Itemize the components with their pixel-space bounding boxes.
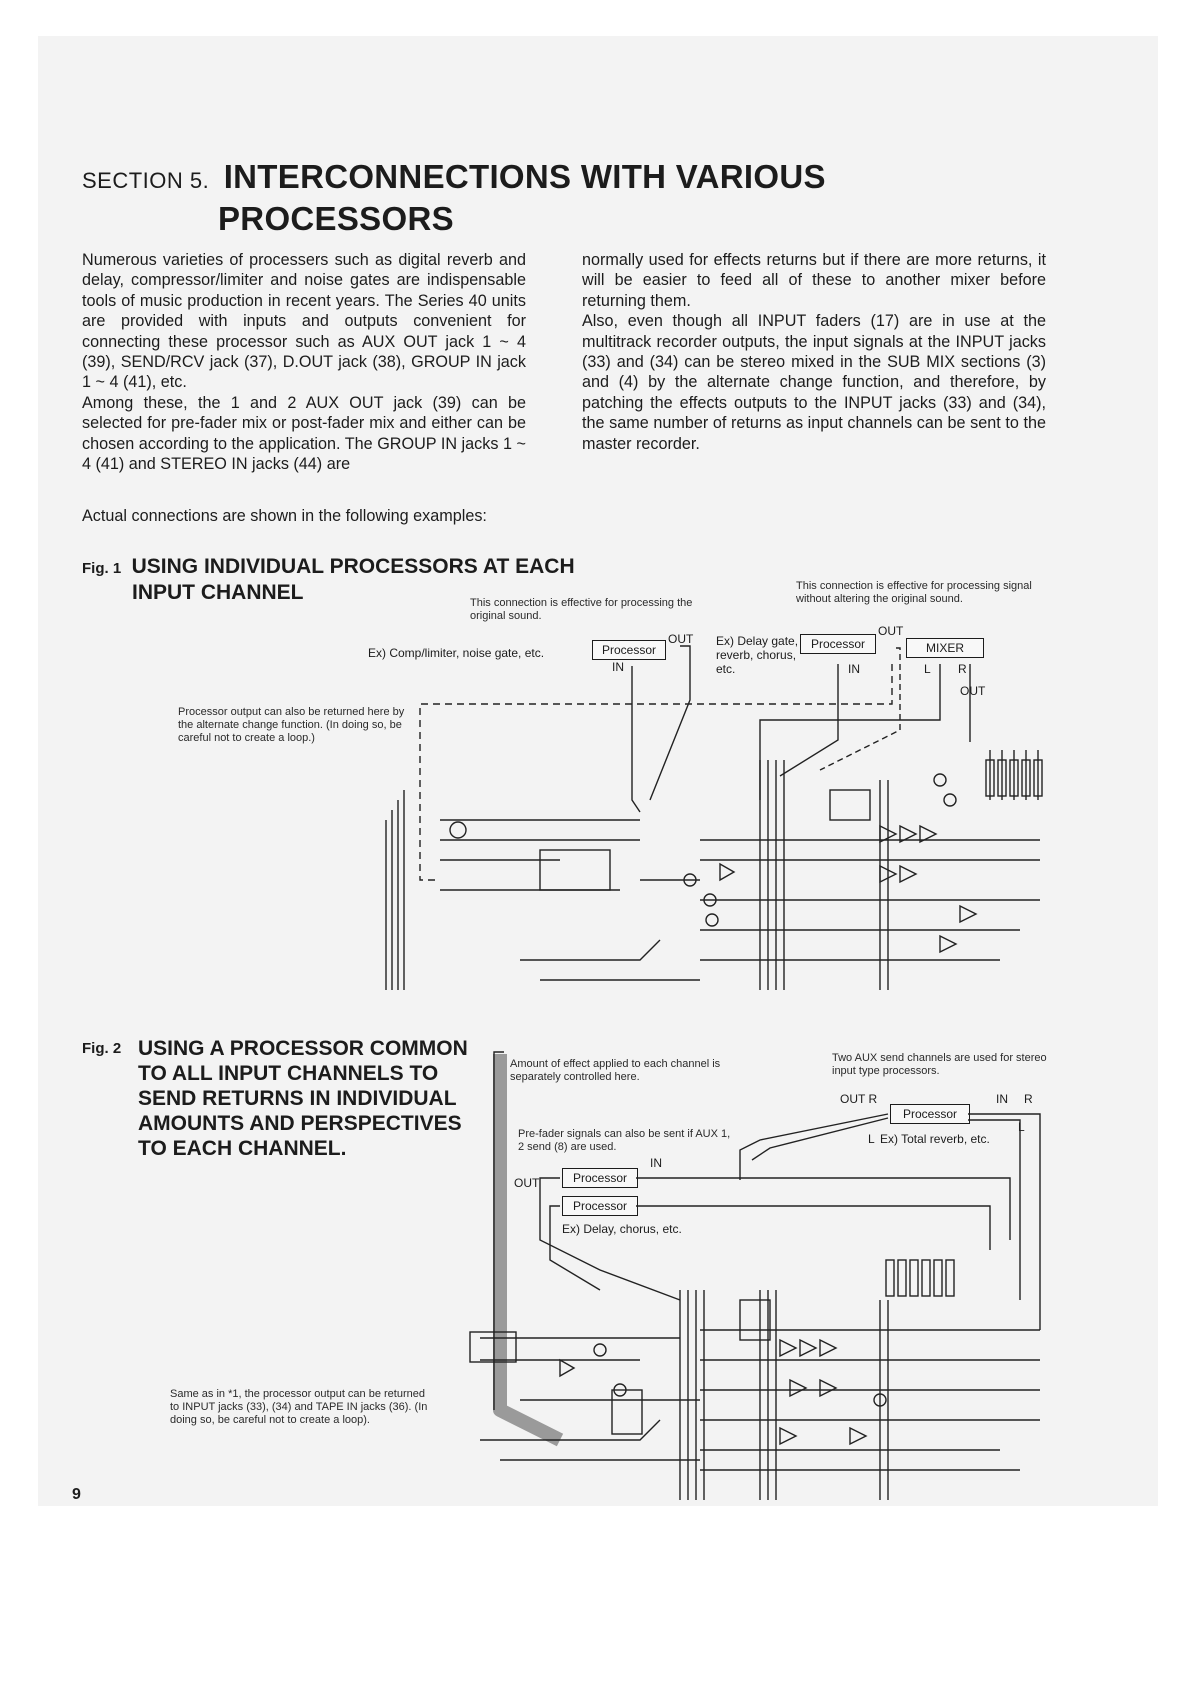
fig1-mixer-box: MIXER	[906, 638, 984, 658]
fig2-note-prefader: Pre-fader signals can also be sent if AUX 1, 2 send (8) are used.	[518, 1128, 731, 1153]
fig1-number: Fig. 1	[82, 560, 122, 577]
body-paragraph: Numerous varieties of processers such as digital reverb and delay, compressor/limiter and noise gates are indispensable tools of music production in recent years. The Series 40 units are provided with inputs and outputs convenient for connecting these processor such as AUX OUT jack 1 ~ 4 (39), SEND/RCV jack (37), D.OUT jack (38), GROUP IN jack 1 ~ 4 (41), etc.	[82, 251, 526, 392]
fig2-note-aux: Two AUX send channels are used for stereo input type processors.	[832, 1052, 1047, 1077]
section-title-line1: INTERCONNECTIONS WITH VARIOUS	[223, 158, 826, 195]
fig2-l-label-out: L	[868, 1132, 875, 1146]
fig2-r-label: R	[1024, 1092, 1033, 1106]
fig2-ex-delay: Ex) Delay, chorus, etc.	[562, 1222, 682, 1236]
fig2-ex-total: Ex) Total reverb, etc.	[880, 1132, 990, 1146]
fig1-in-label-left: IN	[612, 660, 624, 674]
body-paragraph: Among these, the 1 and 2 AUX OUT jack (39) can be selected for pre-fader mix or post-fader mix and either can be chosen according to the application. The GROUP IN jacks 1 ~ 4 (41) and STEREO IN jacks (44) are	[82, 393, 526, 474]
fig1-ex-right: Ex) Delay gate, reverb, chorus, etc.	[716, 634, 799, 676]
body-paragraph: normally used for effects returns but if there are more returns, it will be easier to feed all of these to another mixer before returning them.	[582, 251, 1046, 310]
fig2-note-same: Same as in *1, the processor output can be returned to INPUT jacks (33), (34) and TAPE IN jacks (36). (In doing so, be careful not to create a loop).	[170, 1388, 428, 1426]
fig1-processor-right: Processor	[800, 634, 876, 654]
section-title-line2: PROCESSORS	[218, 200, 454, 237]
fig2-title-line: TO EACH CHANNEL.	[138, 1137, 347, 1160]
fig1-note-center: This connection is effective for processing the original sound.	[470, 597, 693, 622]
fig2-processor-1: Processor	[562, 1168, 638, 1188]
fig2-number: Fig. 2	[82, 1040, 122, 1057]
fig2-out-r-label: OUT R	[840, 1092, 878, 1106]
examples-intro: Actual connections are shown in the following examples:	[82, 507, 487, 525]
fig2-title-line: AMOUNTS AND PERSPECTIVES	[138, 1112, 462, 1135]
fig1-note-right: This connection is effective for processing signal without altering the original sound.	[796, 580, 1032, 605]
fig2-title-line: SEND RETURNS IN INDIVIDUAL	[138, 1087, 457, 1110]
fig1-mixer-l: L	[924, 662, 931, 676]
fig2-note-amount: Amount of effect applied to each channel is separately controlled here.	[510, 1058, 721, 1083]
fig1-note-left: Processor output can also be returned here by the alternate change function. (In doing so, be careful not to create a loop.)	[178, 706, 405, 744]
fig1-out-label-right: OUT	[878, 624, 904, 638]
fig1-processor-left: Processor	[592, 640, 666, 660]
fig2-out-label: OUT	[514, 1176, 540, 1190]
fig2-title-line: TO ALL INPUT CHANNELS TO	[138, 1062, 439, 1085]
fig2-in-label: IN	[650, 1156, 662, 1170]
fig1-out-label-left: OUT	[668, 632, 694, 646]
fig1-in-label-right: IN	[848, 662, 860, 676]
fig2-processor-stereo: Processor	[890, 1104, 970, 1124]
fig1-ex-left: Ex) Comp/limiter, noise gate, etc.	[368, 646, 545, 660]
fig1-title-line2: INPUT CHANNEL	[132, 581, 304, 604]
fig1-mixer-r: R	[958, 662, 967, 676]
fig2-processor-2: Processor	[562, 1196, 638, 1216]
fig1-mixer-out: OUT	[960, 684, 986, 698]
body-paragraph: Also, even though all INPUT faders (17) are in use at the multitrack recorder outputs, the input signals at the INPUT jacks (33) and (34) can be stereo mixed in the SUB MIX sections (3) and (4) by the alternate change function, and therefore, by patching the effects outputs to the INPUT jacks (33) and (34), the same number of returns as input channels can be sent to the master recorder.	[582, 312, 1046, 453]
fig2-in-label-right: IN	[996, 1092, 1008, 1106]
fig2-l-label: L	[1018, 1120, 1025, 1134]
fig2-title-line: USING A PROCESSOR COMMON	[138, 1037, 468, 1060]
section-label: SECTION 5.	[82, 168, 210, 193]
fig1-title-line1: USING INDIVIDUAL PROCESSORS AT EACH	[131, 555, 575, 578]
page-number: 9	[72, 1486, 81, 1503]
